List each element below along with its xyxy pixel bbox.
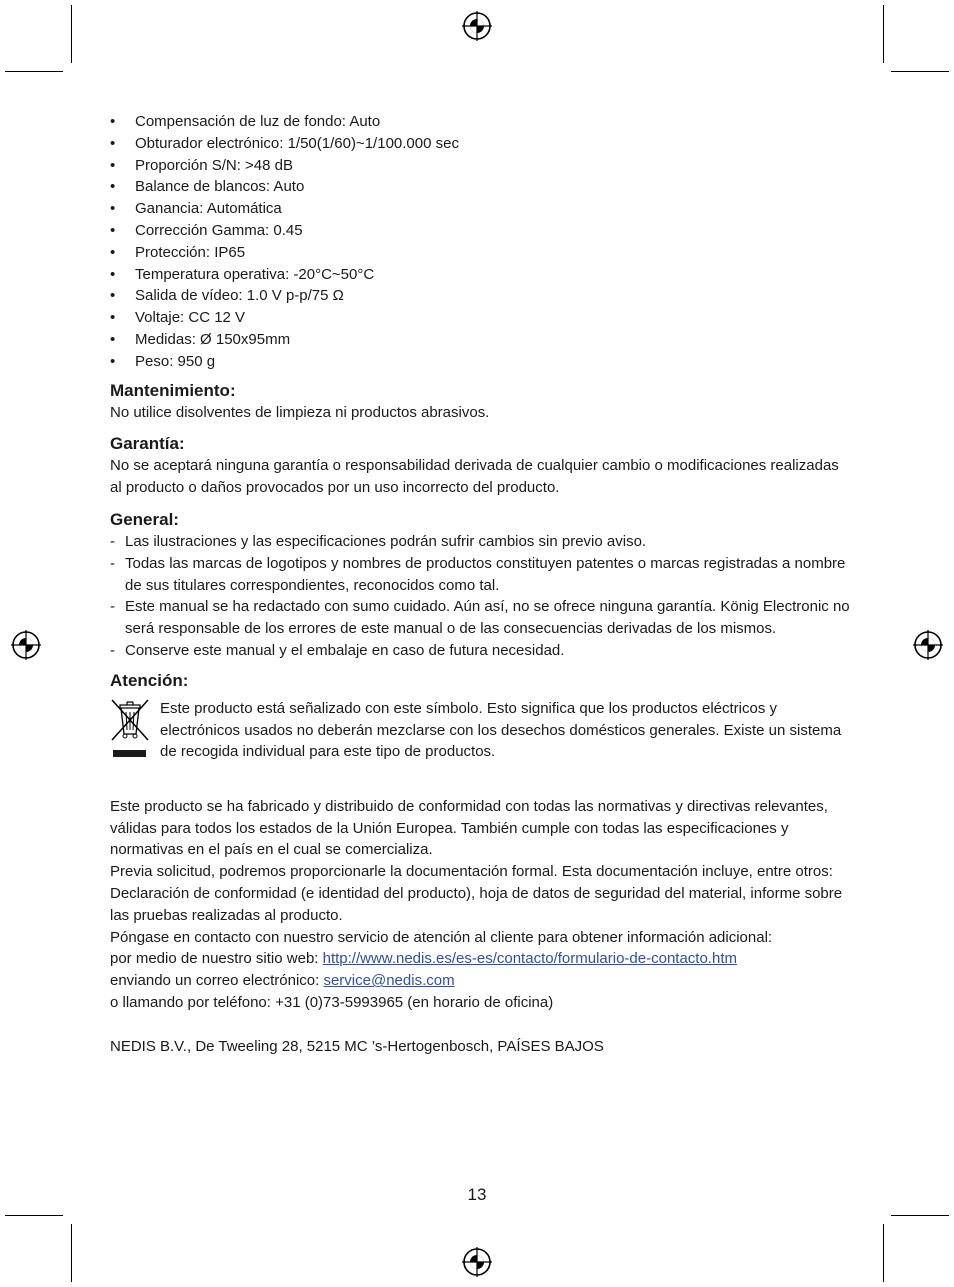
general-list (110, 531, 850, 662)
registration-mark-icon (913, 630, 943, 660)
spec-item: • Peso: 950 g (110, 351, 850, 373)
crop-mark-top-right-v (883, 5, 884, 63)
warranty-text: No se aceptará ninguna garantía o responsabilidad derivada de cualquier cambio o modificaciones realizadas al producto o daños provocados por un uso incorrecto del producto. (110, 457, 839, 497)
crop-mark-bottom-right-v (883, 1224, 884, 1282)
weee-crossed-bin-icon (110, 698, 160, 764)
contact-web-link[interactable]: http://www.nedis.es/es-es/contacto/formulario-de-contacto.htm (322, 950, 737, 968)
spec-item: • Salida de vídeo: 1.0 V p-p/75 Ω (110, 285, 850, 307)
spec-item: • Voltaje: CC 12 V (110, 307, 850, 329)
general-item: - Conserve este manual y el embalaje en caso de futura necesidad. (110, 640, 850, 662)
crop-mark-bottom-left-v (71, 1224, 72, 1282)
spec-item: • Ganancia: Automática (110, 198, 850, 220)
spec-item: • Corrección Gamma: 0.45 (110, 220, 850, 242)
contact-web-line (110, 948, 850, 970)
contact-email-link[interactable]: service@nedis.com (323, 972, 455, 990)
conformity-paragraph: Este producto se ha fabricado y distribuido de conformidad con todas las normativas y directivas relevantes, válidas para todos los estados de la Unión Europea. También cumple con todas las especificaciones y normativas en el país en el cual se comercializa. (110, 797, 828, 859)
spec-item: • Compensación de luz de fondo: Auto (110, 111, 850, 133)
page-content (110, 111, 850, 1058)
attention-heading: Atención: (110, 670, 189, 690)
crop-mark-top-right-h (891, 71, 949, 72)
contact-phone-line: o llamando por teléfono: +31 (0)73-5993965 (en horario de oficina) (110, 993, 554, 1011)
email-prefix: enviando un correo electrónico: (110, 972, 324, 990)
general-heading: General: (110, 509, 179, 529)
maintenance-text: No utilice disolventes de limpieza ni productos abrasivos. (110, 403, 490, 421)
maintenance-section (110, 380, 850, 424)
warranty-section (110, 433, 850, 499)
spec-item: • Proporción S/N: >48 dB (110, 155, 850, 177)
crop-mark-bottom-left-h (5, 1215, 63, 1216)
conformity-section (110, 796, 850, 1014)
crop-mark-top-left-h (5, 71, 63, 72)
crop-mark-top-left-v (71, 5, 72, 63)
general-item: - Este manual se ha redactado con sumo cuidado. Aún así, no se ofrece ninguna garantía. König Electronic no será responsable de los errores de este manual o de las consecuencias derivadas de los mismos. (110, 596, 850, 640)
page-number: 13 (467, 1185, 487, 1204)
spec-item: • Medidas: Ø 150x95mm (110, 329, 850, 351)
registration-mark-icon (462, 11, 492, 41)
contact-paragraph: Póngase en contacto con nuestro servicio de atención al cliente para obtener información adicional: (110, 928, 773, 946)
web-prefix: por medio de nuestro sitio web: (110, 950, 323, 968)
company-address: NEDIS B.V., De Tweeling 28, 5215 MC ’s-Hertogenbosch, PAÍSES BAJOS (110, 1037, 604, 1055)
warranty-heading: Garantía: (110, 434, 185, 454)
attention-text: Este producto está señalizado con este símbolo. Esto significa que los productos eléctricos y electrónicos usados no deberán mezclarse con los desechos domésticos generales. Existe un sistema de recogida individual para este tipo de productos. (160, 699, 842, 761)
general-item: - Las ilustraciones y las especificaciones podrán sufrir cambios sin previo aviso. (110, 531, 850, 553)
spec-list (110, 111, 850, 373)
registration-mark-icon (462, 1247, 492, 1277)
registration-mark-icon (11, 630, 41, 660)
spec-item: • Protección: IP65 (110, 242, 850, 264)
crop-mark-bottom-right-h (891, 1215, 949, 1216)
spec-item: • Temperatura operativa: -20°C~50°C (110, 264, 850, 286)
documentation-paragraph: Previa solicitud, podremos proporcionarle la documentación formal. Esta documentación incluye, entre otros: Declaración de conformidad (e identidad del producto), hoja de datos de seguridad del material, informe sobre las pruebas realizadas al producto. (110, 863, 843, 924)
general-item: - Todas las marcas de logotipos y nombres de productos constituyen patentes o marcas registradas a nombre de sus titulares correspondientes, reconocidos como tal. (110, 553, 850, 597)
spec-item: • Balance de blancos: Auto (110, 176, 850, 198)
maintenance-heading: Mantenimiento: (110, 380, 236, 400)
attention-section (110, 670, 850, 764)
general-section (110, 509, 850, 662)
spec-item: • Obturador electrónico: 1/50(1/60)~1/100.000 sec (110, 133, 850, 155)
contact-email-line (110, 970, 850, 992)
